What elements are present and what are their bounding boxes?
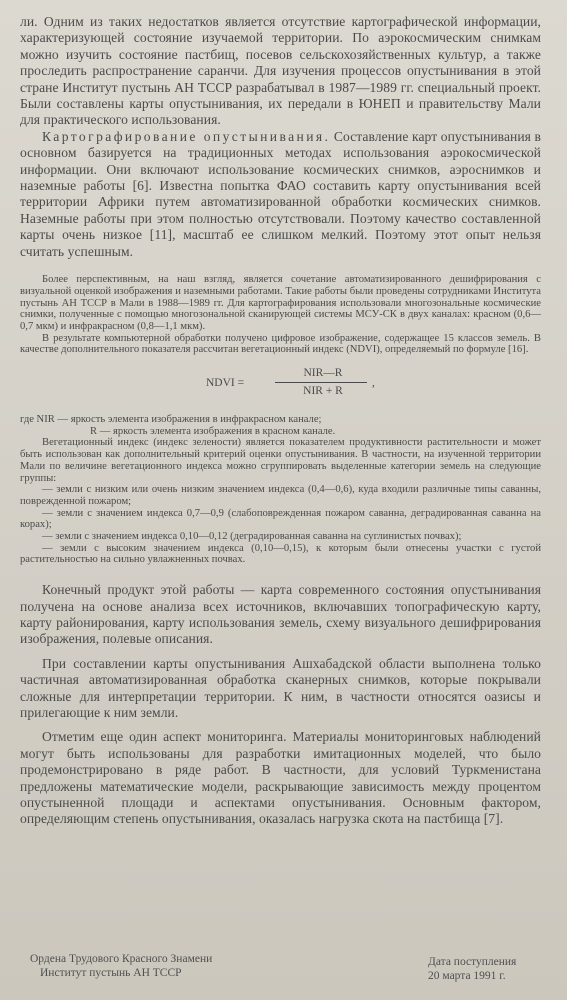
paragraph: Конечный продукт этой работы — карта современного состояния опустынивания получена на основе анализа всех источников, включавших топографическую карту, карту районирования, карту использования земель, схему визуального дешифрирования изображения, полевые описания. bbox=[20, 582, 541, 647]
formula-numerator: NIR—R bbox=[303, 367, 343, 380]
section-heading: Картографирование опустынивания. bbox=[42, 128, 331, 144]
list-item: — земли с высоким значением индекса (0,10—0,15), к которым были отнесены участки с густой растительностью на сильно увлажненных почвах. bbox=[20, 542, 541, 566]
affiliation-line: Институт пустынь АН ТССР bbox=[40, 967, 182, 979]
formula-legend bbox=[20, 414, 541, 437]
list-item: — земли с низким или очень низким значением индекса (0,4—0,6), куда входили различные типы саванны, поврежденной пожаром; bbox=[20, 484, 541, 507]
small-paragraph: Более перспективным, на наш взгляд, является сочетание автоматизированного дешифрирования с визуальной оценкой изображения и наземными работами. Такие работы были проведены сотрудниками Института пустынь АН ТССР в Мали в 1988—1989 гг. Для картографирования использовали многозональные космические снимки, полученные с помощью многозональной сканирующей системы МСУ-СК в двух каналах: красном (0,6—0,7 мкм) и инфракрасном (0,8—1,1 мкм). bbox=[20, 274, 541, 332]
fraction-bar bbox=[275, 382, 367, 383]
paragraph-text: Составление карт опустынивания в основном базируется на традиционных методах использования аэрокосмической информации. Они включают использование космических снимков, аэроснимков и наземные работы [6]. Известна попытка ФАО составить карту опустынивания всей территории Африки путем автоматизированной обработки космических снимков. Наземные работы при этом полностью отсутствовали. Поэтому качество составленной карты очень низкое [11], масштаб ее слишком мелкий. Поэтому этот опыт нельзя считать успешным. bbox=[20, 128, 541, 259]
formula-comma: , bbox=[372, 377, 375, 390]
received-date bbox=[428, 955, 516, 983]
formula-lhs: NDVI = bbox=[206, 377, 245, 390]
main-text-top bbox=[20, 14, 541, 260]
ndvi-formula bbox=[20, 364, 541, 408]
affiliation-line: Ордена Трудового Красного Знамени bbox=[30, 953, 213, 965]
formula-denominator: NIR + R bbox=[303, 385, 343, 398]
received-value: 20 марта 1991 г. bbox=[428, 970, 506, 982]
small-paragraph: В результате компьютерной обработки получено цифровое изображение, содержащее 15 классов земель. В качестве дополнительного показателя рассчитан вегетационный индекс (NDVI), определяемый по формуле [16]. bbox=[20, 332, 541, 356]
main-text-bottom bbox=[20, 582, 541, 828]
list-item: — земли с значением индекса 0,7—0,9 (слабоповрежденная пожаром саванна, деградированная саванна на корах); bbox=[20, 507, 541, 531]
legend-nir: где NIR — яркость элемента изображения в инфракрасном канале; bbox=[20, 414, 322, 426]
paper-sheet bbox=[20, 14, 541, 1000]
paragraph: При составлении карты опустынивания Ашхабадской области выполнена только частичная автоматизированная обработка сканерных снимков, которые покрывали сложные для интерпретации территории. К ним, в частности относятся оазисы и прилегающие к ним земли. bbox=[20, 655, 541, 720]
legend-r: R — яркость элемента изображения в красном канале. bbox=[90, 425, 336, 437]
list-item: — земли с значением индекса 0,10—0,12 (деградированная саванна на суглинистых почвах); bbox=[42, 531, 462, 543]
paragraph: Отметим еще один аспект мониторинга. Материалы мониторинговых наблюдений могут быть использованы для разработки имитационных моделей, что было продемонстрировано в ряде работ. В частности, для условий Туркменистана предложены математические модели, раскрывающие зависимость между процентом опустыненной площади и аспектами опустынивания. Основным фактором, определяющим степень опустынивания, оказалась нагрузка скота на пастбища [7]. bbox=[20, 729, 541, 827]
small-print-block bbox=[20, 274, 541, 566]
affiliation bbox=[30, 952, 212, 980]
paragraph bbox=[20, 129, 541, 260]
received-label: Дата поступления bbox=[428, 956, 517, 968]
paragraph: ли. Одним из таких недостатков является отсутствие картографической информации, характеризующей состояние изучаемой территории. По аэрокосмическим снимкам можно изучить состояние пастбищ, посевов сельскохозяйственных культур, а также проследить распространение саранчи. Для изучения процессов опустынивания в этой стране Институт пустынь АН ТССР разрабатывал в 1987—1989 гг. специальный проект. Были составлены карты опустынивания, их передали в ЮНЕП и правительству Мали для практического использования. bbox=[20, 14, 541, 128]
small-paragraph: Вегетационный индекс (индекс зелености) является показателем продуктивности растительности и может быть использован как дополнительный критерий оценки опустынивания. В частности, на изученной территории Мали по величине вегетационного индекса можно сгруппировать выделенные категории земель на следующие группы: bbox=[20, 437, 541, 484]
